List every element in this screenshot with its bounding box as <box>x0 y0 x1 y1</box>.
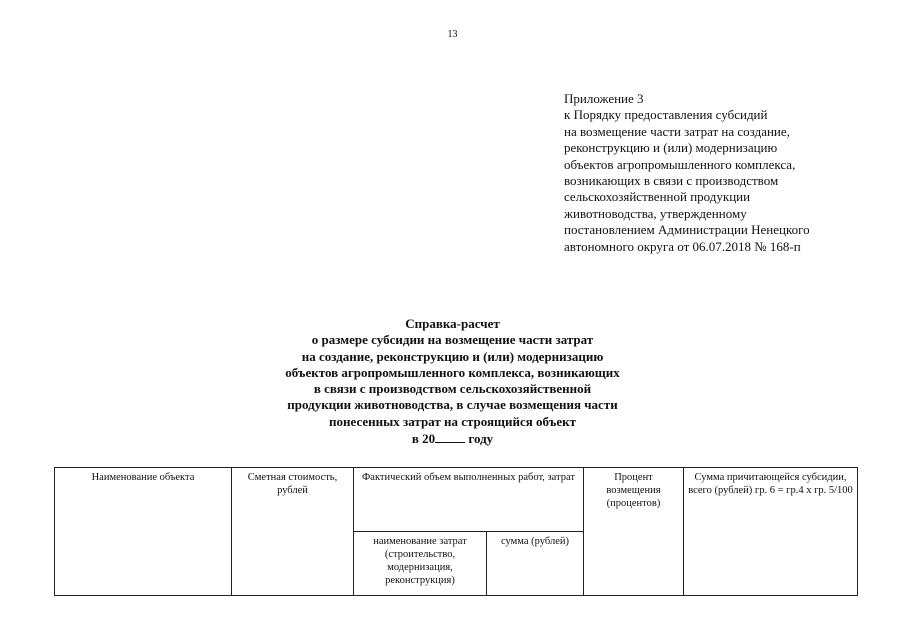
appendix-note <box>564 91 884 255</box>
title-line: в связи с производством сельскохозяйственной <box>313 381 592 397</box>
header-percent: Процент возмещения (процентов) <box>584 468 684 596</box>
appendix-line: постановлением Администрации Ненецкого <box>564 222 810 238</box>
appendix-line: сельскохозяйственной продукции <box>564 189 751 205</box>
calculation-table <box>54 467 858 596</box>
header-cost-name: наименование затрат (строительство, модернизация, реконструкция) <box>354 532 487 596</box>
appendix-line: Приложение 3 <box>564 91 644 106</box>
title-line: на создание, реконструкцию и (или) модернизацию <box>301 348 604 364</box>
appendix-line: автономного округа от 06.07.2018 № 168-п <box>564 238 801 254</box>
appendix-line: реконструкцию и (или) модернизацию <box>564 140 778 156</box>
title-line: понесенных затрат на строящийся объект <box>329 413 576 429</box>
title-line: продукции животноводства, в случае возмещения части <box>287 397 618 413</box>
title-year-line <box>0 430 905 447</box>
year-prefix: в 20 <box>411 431 436 447</box>
header-amount: сумма (рублей) <box>487 532 584 596</box>
header-estimate-cost: Сметная стоимость, рублей <box>232 468 354 596</box>
title-line: Справка-расчет <box>405 316 500 331</box>
appendix-line: животноводства, утвержденному <box>564 205 747 221</box>
appendix-line: возникающих в связи с производством <box>564 173 779 189</box>
header-object-name: Наименование объекта <box>55 468 232 596</box>
appendix-line: к Порядку предоставления субсидий <box>564 107 768 123</box>
document-title <box>0 316 905 447</box>
header-subsidy-sum: Сумма причитающейся субсидии, всего (рублей) гр. 6 = гр.4 х гр. 5/100 <box>684 468 858 596</box>
page-number: 13 <box>447 29 458 40</box>
title-line: о размере субсидии на возмещение части затрат <box>311 332 594 348</box>
calculation-table-container <box>54 467 857 595</box>
appendix-line: объектов агропромышленного комплекса, <box>564 156 796 172</box>
header-actual-volume: Фактический объем выполненных работ, затрат <box>354 468 584 532</box>
appendix-line: на возмещение части затрат на создание, <box>564 123 790 139</box>
year-suffix: году <box>465 431 494 447</box>
year-blank <box>435 430 465 443</box>
title-line: объектов агропромышленного комплекса, возникающих <box>285 364 620 380</box>
